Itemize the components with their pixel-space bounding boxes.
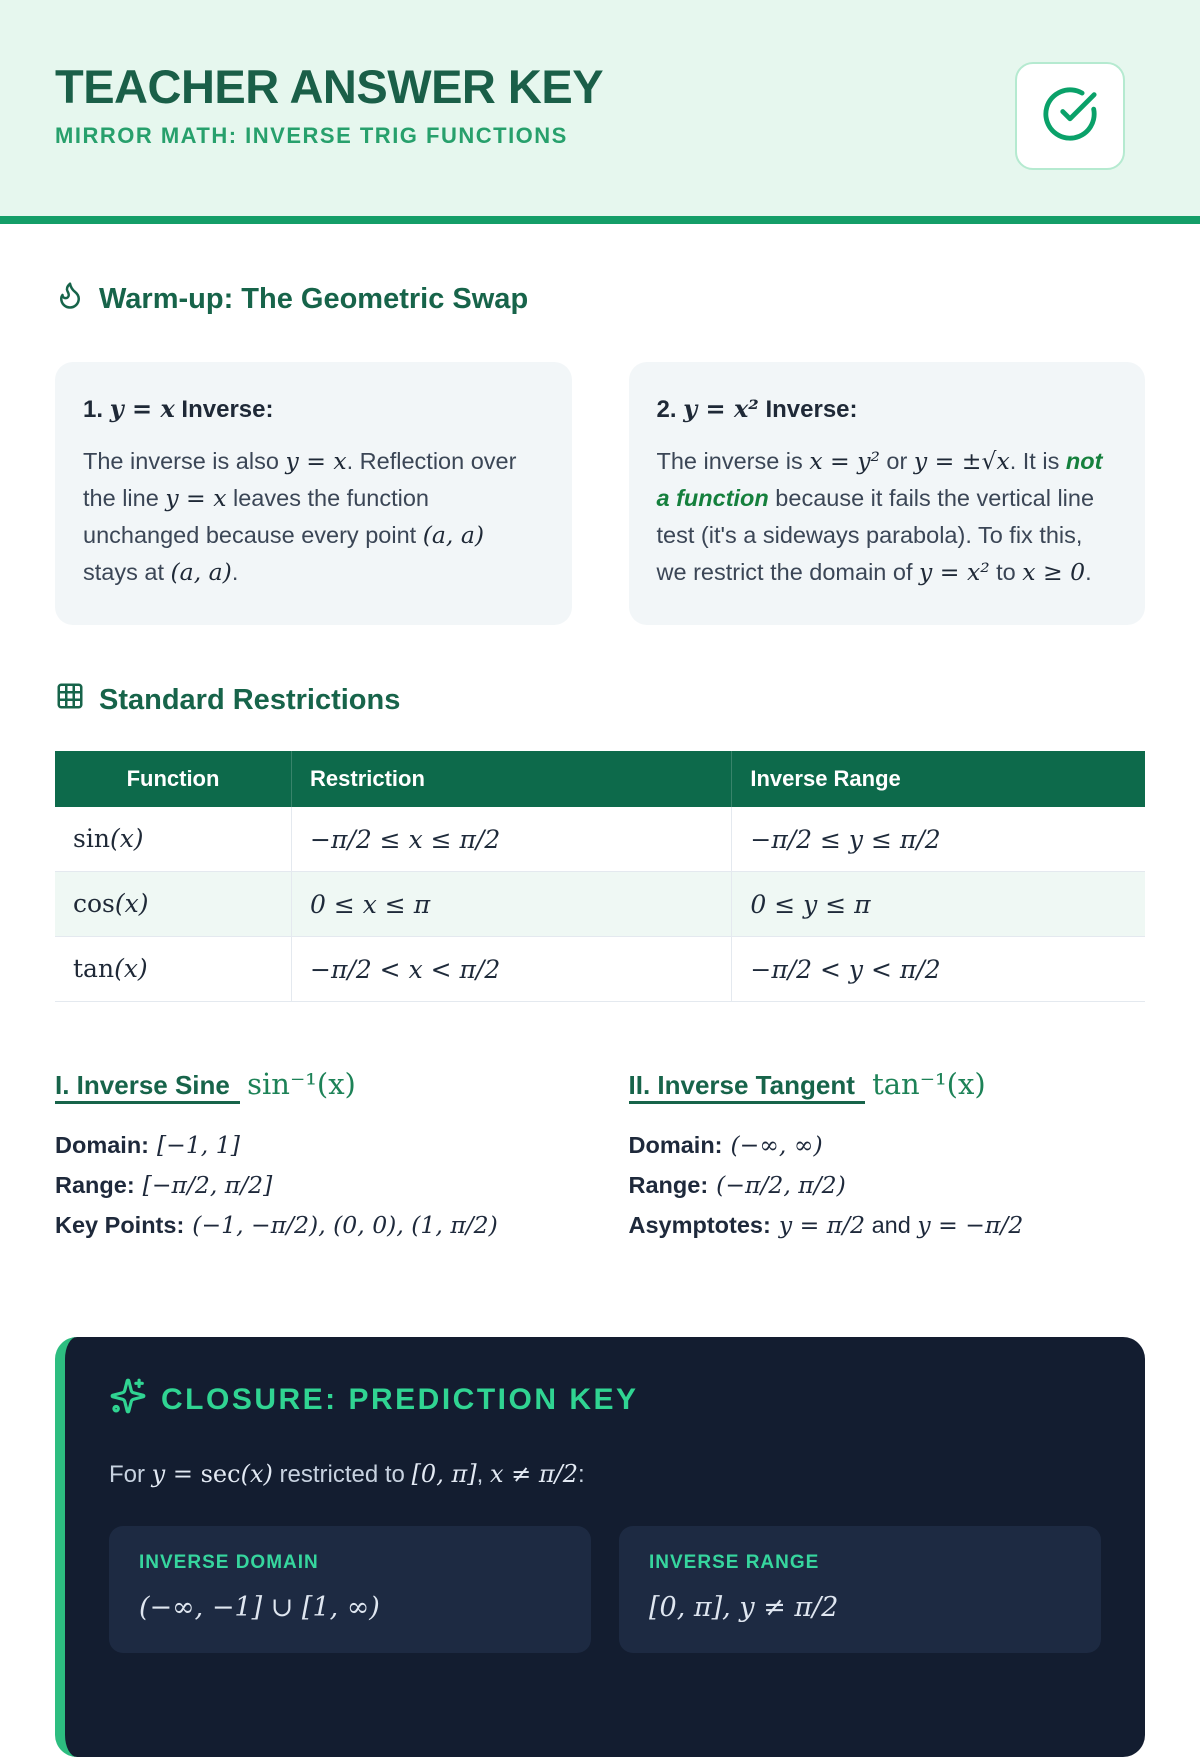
header-accent-bar (0, 216, 1200, 224)
stat-label: Domain: (55, 1132, 149, 1158)
check-circle-icon (1041, 85, 1099, 148)
stat-row (55, 1205, 572, 1245)
inverse-domain-label: INVERSE DOMAIN (139, 1552, 319, 1573)
table-header-inverse-range: Inverse Range (732, 751, 1145, 807)
restrictions-table (55, 751, 1145, 1002)
closure-heading-label: CLOSURE: PREDICTION KEY (161, 1383, 639, 1416)
stat-label: Range: (628, 1172, 709, 1198)
inverse-range-value: [0, π], y ≠ π/2 (649, 1592, 839, 1623)
stat-value: (−∞, ∞) (730, 1131, 823, 1159)
inverse-domain-value: (−∞, −1] ∪ [1, ∞) (139, 1592, 380, 1623)
cell-inverse-range: −π/2 < y < π/2 (732, 937, 1145, 1002)
cell-function: sin(x) (55, 807, 292, 872)
header-text (55, 62, 603, 149)
inverse-sine-heading (55, 1066, 572, 1103)
inverse-tangent-heading (629, 1066, 1146, 1103)
table-header-function: Function (55, 751, 292, 807)
restrictions-section (55, 681, 1145, 1002)
page-title: TEACHER ANSWER KEY (55, 60, 604, 113)
warmup-card-1-title: 1. y = x Inverse: (83, 394, 274, 423)
table-row (55, 807, 1145, 872)
restrictions-heading-label: Standard Restrictions (99, 684, 401, 716)
stat-row (55, 1125, 572, 1165)
inverse-tangent-column (629, 1066, 1146, 1245)
cell-inverse-range: −π/2 ≤ y ≤ π/2 (732, 807, 1145, 872)
main-content (0, 280, 1200, 1757)
inverse-tangent-formula: tan⁻¹(x) (872, 1067, 986, 1101)
warmup-card-2-title: 2. y = x² Inverse: (656, 394, 858, 423)
stat-label: Domain: (628, 1132, 723, 1158)
flame-icon (55, 280, 85, 318)
inverse-sine-column (55, 1066, 572, 1245)
cell-restriction: 0 ≤ x ≤ π (292, 872, 732, 937)
warmup-heading (55, 280, 1145, 318)
warmup-heading-label: Warm-up: The Geometric Swap (99, 283, 529, 315)
inverse-functions-section (55, 1066, 1145, 1245)
cell-inverse-range: 0 ≤ y ≤ π (732, 872, 1145, 937)
inverse-tangent-title: II. Inverse Tangent (629, 1070, 865, 1104)
table-row (55, 872, 1145, 937)
stat-value: (−1, −π/2), (0, 0), (1, π/2) (192, 1211, 498, 1239)
cell-function: cos(x) (55, 872, 292, 937)
cell-restriction: −π/2 < x < π/2 (292, 937, 732, 1002)
inverse-domain-card (109, 1526, 591, 1653)
page-subtitle: MIRROR MATH: INVERSE TRIG FUNCTIONS (55, 123, 568, 149)
stat-row (629, 1165, 1146, 1205)
stat-label: Key Points: (55, 1212, 185, 1238)
check-badge (1015, 62, 1125, 170)
closure-heading (109, 1377, 1101, 1423)
stat-label: Asymptotes: (628, 1212, 771, 1238)
table-header-restriction: Restriction (292, 751, 732, 807)
stat-row (55, 1165, 572, 1205)
header (0, 0, 1200, 216)
restrictions-heading (55, 681, 1145, 719)
inverse-sine-title: I. Inverse Sine (55, 1070, 240, 1104)
stat-value: [−π/2, π/2] (142, 1171, 273, 1199)
inverse-sine-formula: sin⁻¹(x) (247, 1067, 356, 1101)
closure-intro: For y = sec(x) restricted to [0, π], x ≠ π/2: (109, 1460, 585, 1488)
inverse-range-label: INVERSE RANGE (649, 1552, 820, 1573)
warmup-section (55, 280, 1145, 625)
stat-value: (−π/2, π/2) (716, 1171, 846, 1199)
warmup-card-2-body: The inverse is x = y² or y = ±√x. It is not a function because it fails the vertical line test (it's a sideways parabola). To fix this, we restrict the domain of y = x² to x ≥ 0. (656, 447, 1103, 586)
closure-card (55, 1337, 1145, 1757)
table-row (55, 937, 1145, 1002)
table-grid-icon (55, 681, 85, 719)
cell-restriction: −π/2 ≤ x ≤ π/2 (292, 807, 732, 872)
cell-function: tan(x) (55, 937, 292, 1002)
inverse-range-card (619, 1526, 1101, 1653)
stat-value: y = π/2 and y = −π/2 (778, 1211, 1024, 1239)
warmup-card-1-body: The inverse is also y = x. Reflection over the line y = x leaves the function unchanged because every point (a, a) stays at (a, a). (83, 447, 517, 586)
stat-row (629, 1205, 1146, 1245)
warmup-answer-card-2 (629, 362, 1146, 625)
table-header-row (55, 751, 1145, 807)
warmup-answer-card-1 (55, 362, 572, 625)
sparkles-icon (109, 1377, 147, 1423)
stat-label: Range: (55, 1172, 135, 1198)
stat-row (629, 1125, 1146, 1165)
stat-value: [−1, 1] (157, 1131, 240, 1159)
